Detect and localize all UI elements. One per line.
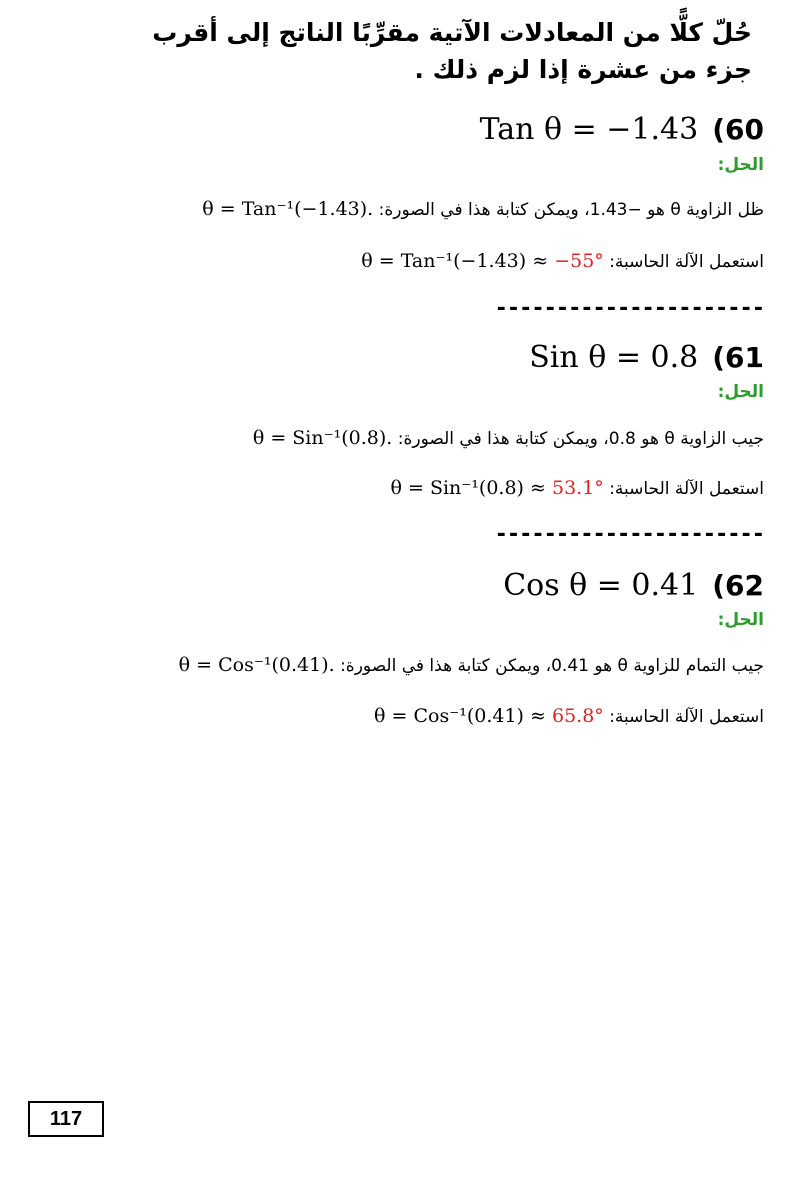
problem-61-solution-label: الحل: xyxy=(717,382,764,402)
problem-60-line-2-text: استعمل الآلة الحاسبة: xyxy=(609,252,764,272)
problem-62-line-1-math: θ = Cos⁻¹(0.41). xyxy=(178,654,335,676)
problem-60-number: (60 xyxy=(712,113,764,146)
problem-62-line-2 xyxy=(374,705,764,727)
separator-2: ---------------------- xyxy=(494,522,764,547)
problem-62-line-2-expression: θ = Cos⁻¹(0.41) ≈ xyxy=(374,705,546,727)
problem-60-answer: −55° xyxy=(554,250,604,272)
problem-60-equation: Tan θ = −1.43 xyxy=(479,112,699,147)
problem-61-title xyxy=(529,340,764,375)
problem-60-line-2-math xyxy=(361,250,604,272)
problem-61-line-1 xyxy=(253,427,764,449)
problem-61-line-1-math: θ = Sin⁻¹(0.8). xyxy=(252,427,393,449)
problem-61-line-2 xyxy=(391,477,764,499)
problem-60-solution-label: الحل: xyxy=(717,155,764,175)
problem-61-equation: Sin θ = 0.8 xyxy=(529,340,699,375)
problem-60-line-1-math: θ = Tan⁻¹(−1.43). xyxy=(202,198,374,220)
problem-60-title xyxy=(480,112,764,147)
problem-60-line-2-expression: θ = Tan⁻¹(−1.43) ≈ xyxy=(361,250,549,272)
separator-1: ---------------------- xyxy=(494,296,764,321)
problem-61-number: (61 xyxy=(712,341,764,374)
problem-61-line-1-text: جيب الزاوية θ هو 0.8، ويمكن كتابة هذا في الصورة: xyxy=(397,429,764,449)
problem-62-line-1 xyxy=(179,654,764,676)
instructions-heading: حُلّ كلًّا من المعادلات الآتية مقرِّبًا الناتج إلى أقرب جزء من عشرة إذا لزم ذلك . xyxy=(152,18,752,84)
page-number: 117 xyxy=(28,1101,104,1137)
problem-62-line-2-text: استعمل الآلة الحاسبة: xyxy=(609,707,764,727)
problem-61-line-2-math xyxy=(391,477,604,499)
problem-62-number: (62 xyxy=(712,569,764,602)
problem-62-title xyxy=(503,568,764,603)
problem-60-line-2 xyxy=(361,250,764,272)
problem-62-solution-label: الحل: xyxy=(717,610,764,630)
problem-62-equation: Cos θ = 0.41 xyxy=(503,568,699,603)
problem-61-answer: 53.1° xyxy=(551,477,604,499)
problem-62-line-2-math xyxy=(374,705,604,727)
problem-62-answer: 65.8° xyxy=(551,705,604,727)
problem-61-line-2-expression: θ = Sin⁻¹(0.8) ≈ xyxy=(390,477,546,499)
problem-61-line-2-text: استعمل الآلة الحاسبة: xyxy=(609,479,764,499)
problem-62-line-1-text: جيب التمام للزاوية θ هو 0.41، ويمكن كتابة هذا في الصورة: xyxy=(340,656,764,676)
problem-60-line-1-text: ظل الزاوية θ هو −1.43، ويمكن كتابة هذا في الصورة: xyxy=(378,200,764,220)
problem-60-line-1 xyxy=(202,198,764,220)
